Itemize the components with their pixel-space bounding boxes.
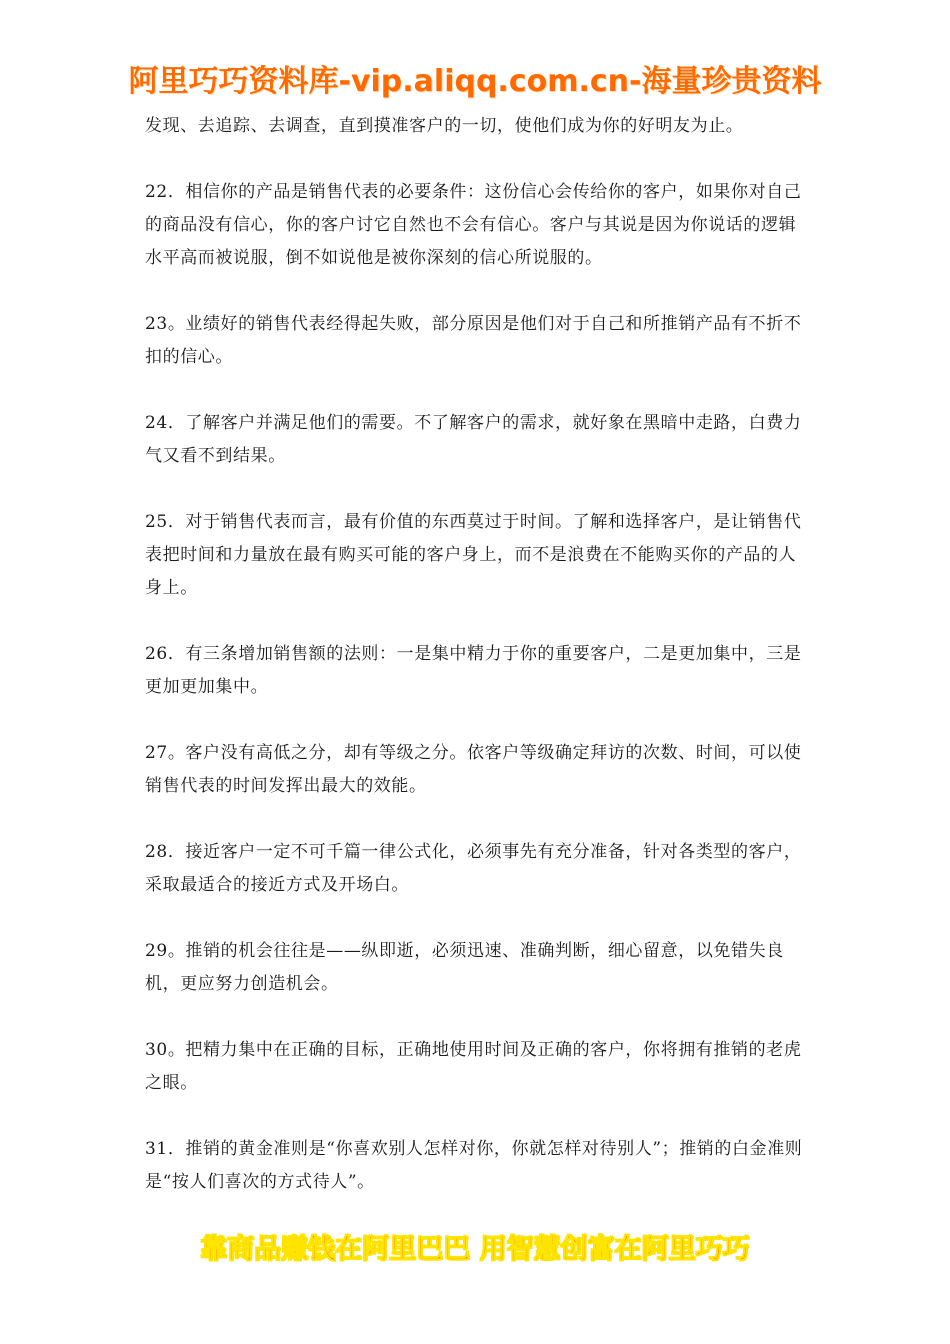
footer-banner: 靠商品赚钱在阿里巴巴 用智慧创富在阿里巧巧 — [200, 1234, 750, 1265]
paragraph-28: 28．接近客户一定不可千篇一律公式化，必须事先有充分准备，针对各类型的客户，采取最适合的接近方式及开场白。 — [145, 842, 802, 895]
document-body — [145, 110, 810, 1232]
paragraph-26: 26．有三条增加销售额的法则：一是集中精力于你的重要客户，二是更加集中，三是更加更加集中。 — [145, 644, 802, 697]
paragraph-29: 29。推销的机会往往是——纵即逝，必须迅速、准确判断，细心留意，以免错失良机，更应努力创造机会。 — [145, 941, 784, 994]
paragraph-30: 30。把精力集中在正确的目标，正确地使用时间及正确的客户，你将拥有推销的老虎之眼。 — [145, 1040, 802, 1093]
paragraph-continuation: 发现、去追踪、去调查，直到摸准客户的一切，使他们成为你的好明友为止。 — [145, 116, 744, 136]
header-banner: 阿里巧巧资料库-vip.aliqq.com.cn-海量珍贵资料 — [128, 64, 822, 99]
paragraph-27: 27。客户没有高低之分，却有等级之分。依客户等级确定拜访的次数、时间，可以使销售代表的时间发挥出最大的效能。 — [145, 743, 802, 796]
paragraph-24: 24．了解客户并满足他们的需要。不了解客户的需求，就好象在黑暗中走路，白费力气又看不到结果。 — [145, 413, 802, 466]
paragraph-31: 31．推销的黄金准则是“你喜欢别人怎样对你，你就怎样对待别人”；推销的白金准则是“按人们喜次的方式待人”。 — [145, 1139, 803, 1192]
paragraph-25: 25．对于销售代表而言，最有价值的东西莫过于时间。了解和选择客户，是让销售代表把时间和力量放在最有购买可能的客户身上，而不是浪费在不能购买你的产品的人身上。 — [145, 512, 802, 598]
paragraph-23: 23。业绩好的销售代表经得起失败，部分原因是他们对于自己和所推销产品有不折不扣的信心。 — [145, 314, 802, 367]
paragraph-22: 22．相信你的产品是销售代表的必要条件：这份信心会传给你的客户，如果你对自己的商品没有信心，你的客户讨它自然也不会有信心。客户与其说是因为你说话的逻辑水平高而被说服，倒不如说他是被你深刻的信心所说服的。 — [145, 182, 802, 268]
